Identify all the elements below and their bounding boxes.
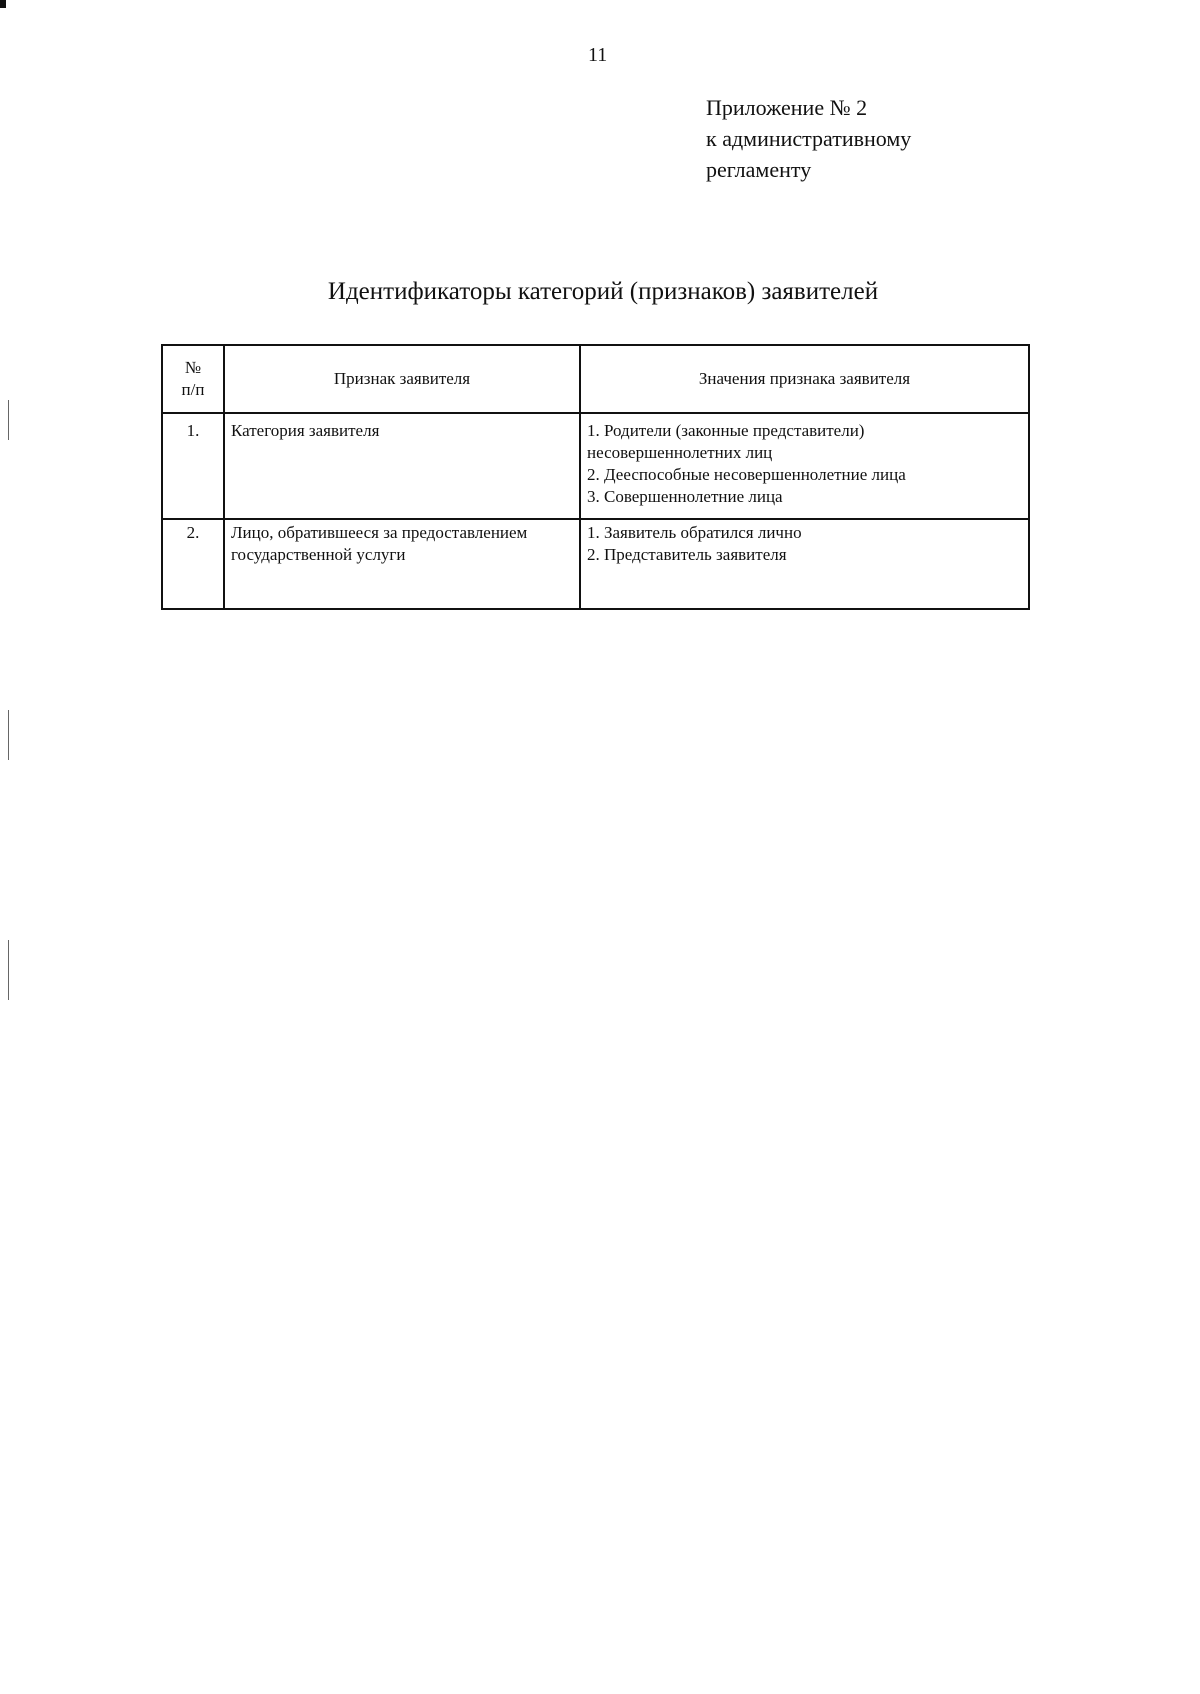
scan-mark xyxy=(0,0,6,8)
row-values xyxy=(580,413,1029,519)
table-row xyxy=(162,413,1029,519)
document-title: Идентификаторы категорий (признаков) заявителей xyxy=(327,278,879,305)
header-attribute: Признак заявителя xyxy=(224,345,580,413)
row-number: 1. xyxy=(162,413,224,519)
row-values xyxy=(580,519,1029,609)
table-header-row xyxy=(162,345,1029,413)
appendix-line: Приложение № 2 xyxy=(706,95,868,120)
scan-artifact xyxy=(8,940,9,1000)
row-attribute: Категория заявителя xyxy=(224,413,580,519)
value-item: 1. Родители (законные представители) несовершеннолетних лиц xyxy=(587,421,865,462)
scan-artifact xyxy=(8,710,9,760)
row-attribute: Лицо, обратившееся за предоставлением государственной услуги xyxy=(224,519,580,609)
page-number: 11 xyxy=(588,44,608,66)
appendix-heading xyxy=(706,92,911,185)
header-number-sign: № xyxy=(184,358,202,377)
table-row xyxy=(162,519,1029,609)
scan-artifact xyxy=(8,400,9,440)
appendix-line: регламенту xyxy=(706,157,812,182)
header-values: Значения признака заявителя xyxy=(580,345,1029,413)
value-item: 2. Представитель заявителя xyxy=(587,545,787,564)
value-item: 1. Заявитель обратился лично xyxy=(587,523,802,542)
value-item: 2. Дееспособные несовершеннолетние лица xyxy=(587,465,906,484)
header-number xyxy=(162,345,224,413)
appendix-line: к административному xyxy=(706,126,912,151)
header-number-label: п/п xyxy=(181,380,205,399)
value-item: 3. Совершеннолетние лица xyxy=(587,487,783,506)
row-number: 2. xyxy=(162,519,224,609)
applicant-identifiers-table xyxy=(161,344,1030,610)
